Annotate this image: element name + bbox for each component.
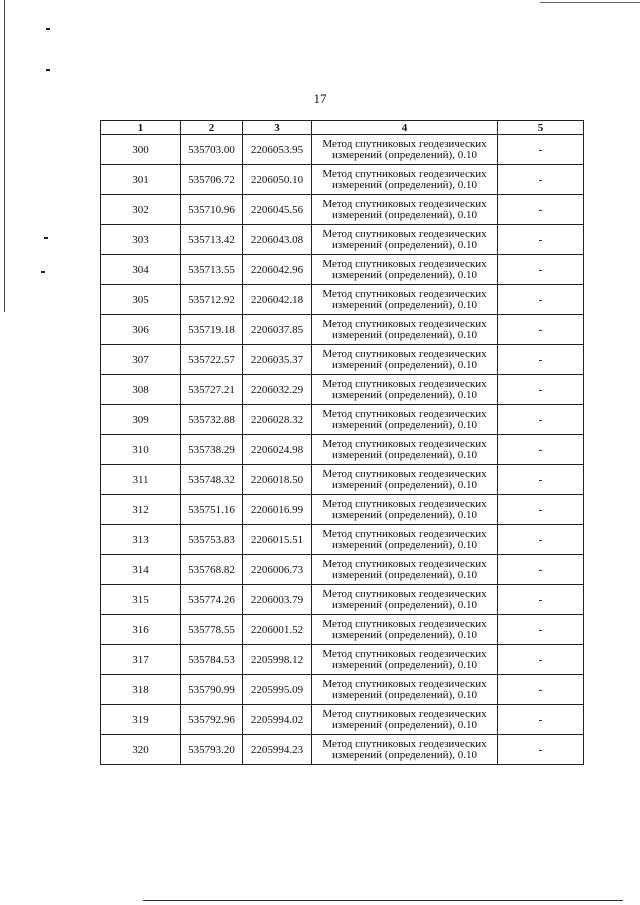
y-coordinate-cell: 2206050.10 xyxy=(243,165,312,195)
y-coordinate-cell: 2206003.79 xyxy=(243,585,312,615)
table-row xyxy=(101,135,584,165)
method-line-2: измерений (определений), 0.10 xyxy=(332,628,477,641)
description-cell: - xyxy=(498,465,584,495)
point-number-cell: 300 xyxy=(101,135,181,165)
table-row xyxy=(101,735,584,765)
x-coordinate-cell: 535719.18 xyxy=(181,315,243,345)
method-line-2: измерений (определений), 0.10 xyxy=(332,298,477,311)
x-coordinate-cell: 535778.55 xyxy=(181,615,243,645)
y-coordinate-cell: 2206045.56 xyxy=(243,195,312,225)
point-number-cell: 316 xyxy=(101,615,181,645)
y-coordinate-cell: 2206032.29 xyxy=(243,375,312,405)
x-coordinate-cell: 535753.83 xyxy=(181,525,243,555)
table-body xyxy=(101,135,584,765)
point-number-cell: 320 xyxy=(101,735,181,765)
method-line-1: Метод спутниковых геодезических xyxy=(322,227,487,240)
point-number-cell: 311 xyxy=(101,465,181,495)
scan-speck xyxy=(46,69,50,71)
method-line-2: измерений (определений), 0.10 xyxy=(332,148,477,161)
method-line-1: Метод спутниковых геодезических xyxy=(322,437,487,450)
method-line-1: Метод спутниковых геодезических xyxy=(322,197,487,210)
method-line-2: измерений (определений), 0.10 xyxy=(332,478,477,491)
y-coordinate-cell: 2206018.50 xyxy=(243,465,312,495)
y-coordinate-cell: 2206035.37 xyxy=(243,345,312,375)
x-coordinate-cell: 535748.32 xyxy=(181,465,243,495)
description-cell: - xyxy=(498,495,584,525)
method-line-1: Метод спутниковых геодезических xyxy=(322,317,487,330)
description-cell: - xyxy=(498,525,584,555)
table-row xyxy=(101,255,584,285)
y-coordinate-cell: 2206042.96 xyxy=(243,255,312,285)
table-header-row xyxy=(101,121,584,135)
description-cell: - xyxy=(498,705,584,735)
point-number-cell: 306 xyxy=(101,315,181,345)
method-line-1: Метод спутниковых геодезических xyxy=(322,617,487,630)
scan-speck xyxy=(44,237,48,239)
column-header-point-number: 1 xyxy=(101,121,181,135)
y-coordinate-cell: 2205994.23 xyxy=(243,735,312,765)
point-number-cell: 305 xyxy=(101,285,181,315)
method-line-2: измерений (определений), 0.10 xyxy=(332,268,477,281)
method-cell xyxy=(312,225,498,255)
description-cell: - xyxy=(498,345,584,375)
point-number-cell: 313 xyxy=(101,525,181,555)
description-cell: - xyxy=(498,135,584,165)
point-number-cell: 315 xyxy=(101,585,181,615)
scan-top-edge-line xyxy=(540,2,640,3)
column-header-x: 2 xyxy=(181,121,243,135)
x-coordinate-cell: 535703.00 xyxy=(181,135,243,165)
y-coordinate-cell: 2205995.09 xyxy=(243,675,312,705)
method-cell xyxy=(312,495,498,525)
method-cell xyxy=(312,525,498,555)
method-line-2: измерений (определений), 0.10 xyxy=(332,358,477,371)
x-coordinate-cell: 535713.42 xyxy=(181,225,243,255)
method-line-1: Метод спутниковых геодезических xyxy=(322,557,487,570)
method-line-1: Метод спутниковых геодезических xyxy=(322,347,487,360)
method-line-1: Метод спутниковых геодезических xyxy=(322,497,487,510)
x-coordinate-cell: 535713.55 xyxy=(181,255,243,285)
method-line-2: измерений (определений), 0.10 xyxy=(332,238,477,251)
description-cell: - xyxy=(498,645,584,675)
description-cell: - xyxy=(498,165,584,195)
method-line-1: Метод спутниковых геодезических xyxy=(322,527,487,540)
method-line-2: измерений (определений), 0.10 xyxy=(332,568,477,581)
description-cell: - xyxy=(498,225,584,255)
method-line-1: Метод спутниковых геодезических xyxy=(322,137,487,150)
method-cell xyxy=(312,465,498,495)
point-number-cell: 303 xyxy=(101,225,181,255)
point-number-cell: 302 xyxy=(101,195,181,225)
method-line-2: измерений (определений), 0.10 xyxy=(332,508,477,521)
description-cell: - xyxy=(498,675,584,705)
x-coordinate-cell: 535706.72 xyxy=(181,165,243,195)
y-coordinate-cell: 2205998.12 xyxy=(243,645,312,675)
method-line-1: Метод спутниковых геодезических xyxy=(322,737,487,750)
x-coordinate-cell: 535732.88 xyxy=(181,405,243,435)
method-line-2: измерений (определений), 0.10 xyxy=(332,328,477,341)
x-coordinate-cell: 535710.96 xyxy=(181,195,243,225)
method-line-1: Метод спутниковых геодезических xyxy=(322,647,487,660)
y-coordinate-cell: 2206028.32 xyxy=(243,405,312,435)
description-cell: - xyxy=(498,405,584,435)
method-line-1: Метод спутниковых геодезических xyxy=(322,587,487,600)
x-coordinate-cell: 535751.16 xyxy=(181,495,243,525)
method-cell xyxy=(312,675,498,705)
method-line-2: измерений (определений), 0.10 xyxy=(332,418,477,431)
y-coordinate-cell: 2206053.95 xyxy=(243,135,312,165)
column-header-method: 4 xyxy=(312,121,498,135)
table-row xyxy=(101,195,584,225)
table-row xyxy=(101,645,584,675)
x-coordinate-cell: 535792.96 xyxy=(181,705,243,735)
method-line-1: Метод спутниковых геодезических xyxy=(322,257,487,270)
x-coordinate-cell: 535738.29 xyxy=(181,435,243,465)
y-coordinate-cell: 2206037.85 xyxy=(243,315,312,345)
method-line-1: Метод спутниковых геодезических xyxy=(322,467,487,480)
method-line-1: Метод спутниковых геодезических xyxy=(322,167,487,180)
description-cell: - xyxy=(498,555,584,585)
table-row xyxy=(101,615,584,645)
x-coordinate-cell: 535790.99 xyxy=(181,675,243,705)
method-line-1: Метод спутниковых геодезических xyxy=(322,677,487,690)
method-cell xyxy=(312,645,498,675)
y-coordinate-cell: 2205994.02 xyxy=(243,705,312,735)
y-coordinate-cell: 2206015.51 xyxy=(243,525,312,555)
column-header-description: 5 xyxy=(498,121,584,135)
method-line-2: измерений (определений), 0.10 xyxy=(332,658,477,671)
page-number: 17 xyxy=(313,91,327,106)
method-cell xyxy=(312,255,498,285)
description-cell: - xyxy=(498,585,584,615)
method-cell xyxy=(312,585,498,615)
scan-speck xyxy=(46,28,50,30)
x-coordinate-cell: 535793.20 xyxy=(181,735,243,765)
description-cell: - xyxy=(498,255,584,285)
table-row xyxy=(101,315,584,345)
method-cell xyxy=(312,435,498,465)
method-line-1: Метод спутниковых геодезических xyxy=(322,707,487,720)
point-number-cell: 319 xyxy=(101,705,181,735)
method-line-2: измерений (определений), 0.10 xyxy=(332,388,477,401)
method-line-2: измерений (определений), 0.10 xyxy=(332,448,477,461)
x-coordinate-cell: 535722.57 xyxy=(181,345,243,375)
table-row xyxy=(101,585,584,615)
method-cell xyxy=(312,135,498,165)
table-row xyxy=(101,525,584,555)
method-cell xyxy=(312,345,498,375)
description-cell: - xyxy=(498,735,584,765)
x-coordinate-cell: 535768.82 xyxy=(181,555,243,585)
description-cell: - xyxy=(498,375,584,405)
y-coordinate-cell: 2206043.08 xyxy=(243,225,312,255)
point-number-cell: 317 xyxy=(101,645,181,675)
method-line-2: измерений (определений), 0.10 xyxy=(332,208,477,221)
y-coordinate-cell: 2206006.73 xyxy=(243,555,312,585)
method-cell xyxy=(312,705,498,735)
description-cell: - xyxy=(498,435,584,465)
point-number-cell: 312 xyxy=(101,495,181,525)
table-row xyxy=(101,675,584,705)
point-number-cell: 307 xyxy=(101,345,181,375)
scan-binding-line xyxy=(4,0,5,312)
table-row xyxy=(101,225,584,255)
description-cell: - xyxy=(498,195,584,225)
method-line-2: измерений (определений), 0.10 xyxy=(332,178,477,191)
scan-bottom-edge-line xyxy=(143,900,623,901)
table-row xyxy=(101,555,584,585)
method-line-2: измерений (определений), 0.10 xyxy=(332,688,477,701)
method-cell xyxy=(312,405,498,435)
table-row xyxy=(101,705,584,735)
point-number-cell: 318 xyxy=(101,675,181,705)
method-cell xyxy=(312,165,498,195)
method-cell xyxy=(312,615,498,645)
x-coordinate-cell: 535727.21 xyxy=(181,375,243,405)
y-coordinate-cell: 2206016.99 xyxy=(243,495,312,525)
method-line-2: измерений (определений), 0.10 xyxy=(332,718,477,731)
x-coordinate-cell: 535784.53 xyxy=(181,645,243,675)
method-line-1: Метод спутниковых геодезических xyxy=(322,407,487,420)
coordinates-table xyxy=(100,120,584,765)
method-cell xyxy=(312,735,498,765)
method-cell xyxy=(312,195,498,225)
method-cell xyxy=(312,555,498,585)
x-coordinate-cell: 535774.26 xyxy=(181,585,243,615)
point-number-cell: 301 xyxy=(101,165,181,195)
point-number-cell: 310 xyxy=(101,435,181,465)
description-cell: - xyxy=(498,285,584,315)
method-line-2: измерений (определений), 0.10 xyxy=(332,748,477,761)
method-line-2: измерений (определений), 0.10 xyxy=(332,538,477,551)
point-number-cell: 314 xyxy=(101,555,181,585)
method-cell xyxy=(312,315,498,345)
column-header-y: 3 xyxy=(243,121,312,135)
table-row xyxy=(101,435,584,465)
y-coordinate-cell: 2206001.52 xyxy=(243,615,312,645)
point-number-cell: 308 xyxy=(101,375,181,405)
table-row xyxy=(101,285,584,315)
method-line-1: Метод спутниковых геодезических xyxy=(322,377,487,390)
table-row xyxy=(101,165,584,195)
y-coordinate-cell: 2206042.18 xyxy=(243,285,312,315)
method-cell xyxy=(312,375,498,405)
method-line-2: измерений (определений), 0.10 xyxy=(332,598,477,611)
table-row xyxy=(101,495,584,525)
x-coordinate-cell: 535712.92 xyxy=(181,285,243,315)
y-coordinate-cell: 2206024.98 xyxy=(243,435,312,465)
table-row xyxy=(101,345,584,375)
table-row xyxy=(101,465,584,495)
description-cell: - xyxy=(498,615,584,645)
point-number-cell: 309 xyxy=(101,405,181,435)
point-number-cell: 304 xyxy=(101,255,181,285)
method-line-1: Метод спутниковых геодезических xyxy=(322,287,487,300)
scan-speck xyxy=(41,271,45,273)
description-cell: - xyxy=(498,315,584,345)
table-row xyxy=(101,375,584,405)
method-cell xyxy=(312,285,498,315)
table-row xyxy=(101,405,584,435)
